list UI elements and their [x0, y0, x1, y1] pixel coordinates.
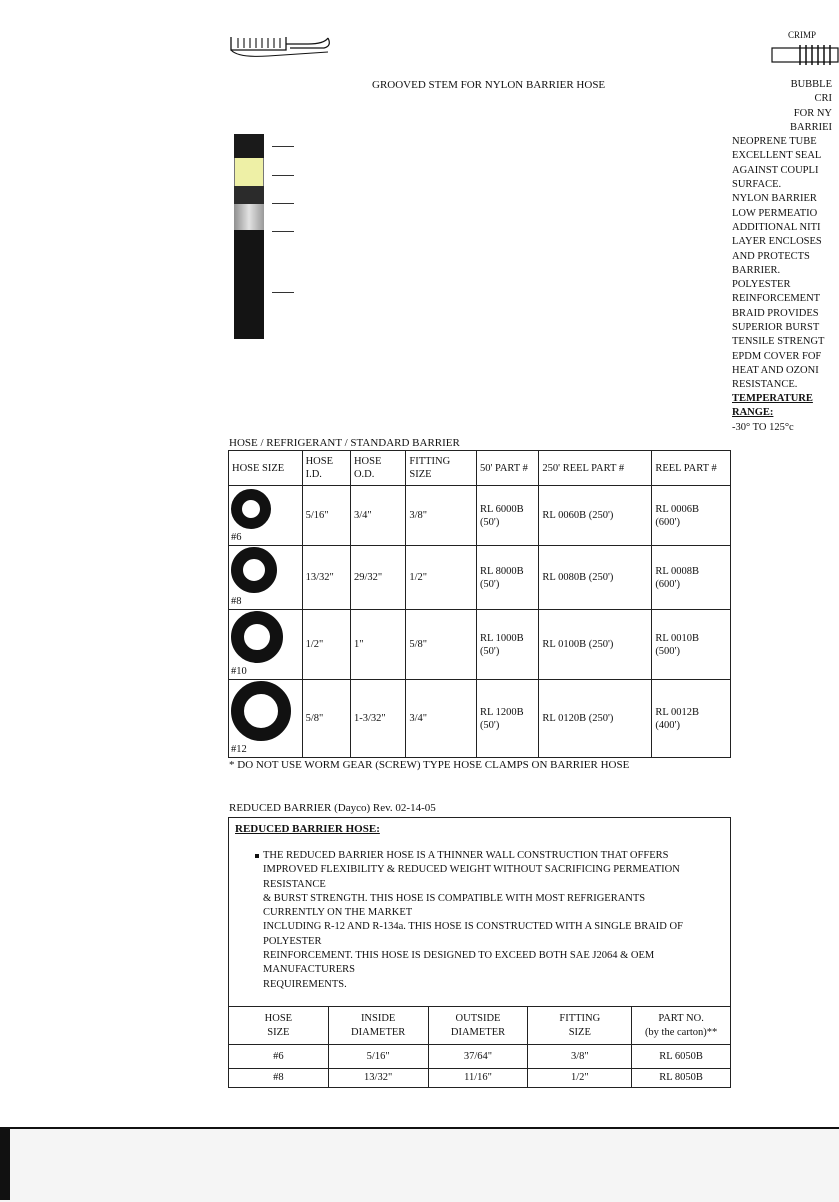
- part-number-cell: RL 6050B: [632, 1045, 731, 1069]
- hose-size-label: #12: [231, 744, 247, 755]
- inside-diameter-cell: 13/32": [328, 1069, 428, 1088]
- table-row: [229, 1045, 731, 1069]
- header-inside-diameter: INSIDE DIAMETER: [328, 1007, 428, 1045]
- hose-barrier-layer: [234, 186, 264, 204]
- table-header-row: [229, 451, 731, 486]
- part-50-cell: RL 1000B (50'): [476, 610, 538, 680]
- hose-size-cell: #6: [229, 1045, 329, 1069]
- header-hose-od: HOSE O.D.: [350, 451, 405, 486]
- fitting-size-cell: 1/2": [406, 546, 477, 610]
- bullet-icon: [255, 854, 259, 858]
- reel-part-cell: RL 0006B (600'): [652, 486, 731, 546]
- hose-tube-layer: [234, 134, 264, 158]
- description-line: SUPERIOR BURST: [732, 322, 820, 334]
- reel-part-cell: RL 0012B (400'): [652, 680, 731, 758]
- hose-id-cell: 5/8": [302, 680, 350, 758]
- reel-part-cell: RL 0010B (500'): [652, 610, 731, 680]
- description-line: RESISTANCE.: [732, 379, 798, 391]
- scan-edge-mark: [0, 1127, 10, 1200]
- header-fitting-size: FITTING SIZE: [528, 1007, 632, 1045]
- hose-cross-section-icon: [231, 547, 277, 593]
- hose-size-label: #8: [231, 596, 242, 607]
- fitting-size-cell: 5/8": [406, 610, 477, 680]
- description-line: POLYESTER: [732, 279, 791, 291]
- part-250-cell: RL 0100B (250'): [539, 610, 652, 680]
- description-line: LOW PERMEATIO: [732, 207, 818, 219]
- reduced-barrier-box: [228, 817, 731, 1007]
- header-hose-size: HOSE SIZE: [229, 451, 303, 486]
- hose-size-cell: [229, 610, 303, 680]
- fitting-size-cell: 3/8": [528, 1045, 632, 1069]
- hose-od-cell: 1-3/32": [350, 680, 405, 758]
- hose-od-cell: 29/32": [350, 546, 405, 610]
- inside-diameter-cell: 5/16": [328, 1045, 428, 1069]
- hose-cross-section-icon: [231, 489, 271, 529]
- hose-cross-section-icon: [231, 611, 283, 663]
- description-line: MANUFACTURERS: [263, 964, 355, 976]
- header-part-number: PART NO. (by the carton)**: [632, 1007, 731, 1045]
- leader-line: [272, 146, 294, 147]
- hose-cover-layer: [234, 230, 264, 339]
- description-line: POLYESTER: [263, 935, 322, 947]
- hose-size-label: #6: [231, 532, 242, 543]
- crimp-fitting-illustration: [770, 40, 839, 70]
- description-line: SURFACE.: [732, 179, 782, 191]
- part-250-cell: RL 0120B (250'): [539, 680, 652, 758]
- temperature-range: -30° TO 125°c: [732, 422, 794, 433]
- part-50-cell: RL 1200B (50'): [476, 680, 538, 758]
- description-line: CURRENTLY ON THE MARKET: [263, 907, 413, 919]
- table-row: [229, 1069, 731, 1088]
- hose-od-cell: 1": [350, 610, 405, 680]
- leader-line: [272, 231, 294, 232]
- description-line: AGAINST COUPLI: [732, 164, 819, 176]
- hose-cross-section-icon: [231, 681, 291, 741]
- scan-edge-band: [0, 1127, 839, 1202]
- part-50-cell: RL 8000B (50'): [476, 546, 538, 610]
- fitting-size-cell: 3/4": [406, 680, 477, 758]
- reel-part-cell: RL 0008B (600'): [652, 546, 731, 610]
- description-line: BARRIER.: [732, 264, 781, 276]
- header-250-reel-part: 250' REEL PART #: [539, 451, 652, 486]
- description-line: TENSILE STRENGT: [732, 336, 825, 348]
- description-line: FOR NY: [793, 107, 832, 119]
- description-line: BRAID PROVIDES: [732, 307, 819, 319]
- description-line: NEOPRENE TUBE: [732, 136, 817, 148]
- reduced-barrier-table: [228, 1006, 731, 1088]
- description-line: NYLON BARRIER: [732, 193, 817, 205]
- description-line: REQUIREMENTS.: [263, 978, 347, 990]
- header-hose-size: HOSE SIZE: [229, 1007, 329, 1045]
- description-line: EXCELLENT SEAL: [732, 150, 822, 162]
- description-line: ADDITIONAL NITI: [732, 221, 821, 233]
- leader-line: [272, 175, 294, 176]
- temperature-heading: [732, 392, 813, 421]
- table-row: [229, 610, 731, 680]
- description-line: BARRIEI: [790, 121, 832, 133]
- hose-size-cell: #8: [229, 1069, 329, 1088]
- description-line: RESISTANCE: [263, 878, 326, 890]
- description-line: LAYER ENCLOSES: [732, 236, 822, 248]
- description-line: CRI: [814, 93, 832, 105]
- outside-diameter-cell: 11/16": [428, 1069, 528, 1088]
- hose-layers-illustration: [234, 134, 264, 339]
- header-fitting-size: FITTING SIZE: [406, 451, 477, 486]
- hose-braid-layer: [234, 204, 264, 230]
- description-line: IMPROVED FLEXIBILITY & REDUCED WEIGHT WITHOUT SACRIFICING PERMEATION: [263, 864, 680, 876]
- leader-line: [272, 203, 294, 204]
- outside-diameter-cell: 37/64": [428, 1045, 528, 1069]
- temperature-heading-line-1: TEMPERATURE: [732, 393, 813, 404]
- description-line: & BURST STRENGTH. THIS HOSE IS COMPATIBLE WITH MOST REFRIGERANTS: [263, 892, 646, 904]
- hose-size-cell: [229, 486, 303, 546]
- reduced-barrier-description: [263, 849, 728, 992]
- description-line: INCLUDING R-12 AND R-134a. THIS HOSE IS CONSTRUCTED WITH A SINGLE BRAID OF: [263, 921, 683, 933]
- description-line: REINFORCEMENT. THIS HOSE IS DESIGNED TO EXCEED BOTH SAE J2064 & OEM: [263, 950, 655, 962]
- description-line: AND PROTECTS: [732, 250, 810, 262]
- hose-size-cell: [229, 546, 303, 610]
- hose-size-cell: [229, 680, 303, 758]
- reduced-barrier-caption: REDUCED BARRIER (Dayco) Rev. 02-14-05: [229, 802, 436, 814]
- grooved-stem-illustration: [228, 34, 338, 62]
- part-250-cell: RL 0060B (250'): [539, 486, 652, 546]
- description-line: THE REDUCED BARRIER HOSE IS A THINNER WALL CONSTRUCTION THAT OFFERS: [263, 850, 669, 861]
- header-reel-part: REEL PART #: [652, 451, 731, 486]
- stem-title: GROOVED STEM FOR NYLON BARRIER HOSE: [372, 79, 606, 91]
- description-line: HEAT AND OZONI: [732, 364, 819, 376]
- description-line: BUBBLE: [790, 79, 832, 90]
- leader-line: [272, 292, 294, 293]
- table1-caption: HOSE / REFRIGERANT / STANDARD BARRIER: [229, 437, 460, 449]
- header-50-part: 50' PART #: [476, 451, 538, 486]
- hose-id-cell: 1/2": [302, 610, 350, 680]
- table-header-row: [229, 1007, 731, 1045]
- hose-id-cell: 5/16": [302, 486, 350, 546]
- part-50-cell: RL 6000B (50'): [476, 486, 538, 546]
- header-hose-id: HOSE I.D.: [302, 451, 350, 486]
- part-250-cell: RL 0080B (250'): [539, 546, 652, 610]
- barrier-description-column: [732, 78, 839, 393]
- temperature-heading-line-2: RANGE:: [732, 407, 774, 419]
- table-row: [229, 680, 731, 758]
- hose-id-cell: 13/32": [302, 546, 350, 610]
- header-outside-diameter: OUTSIDE DIAMETER: [428, 1007, 528, 1045]
- crimp-label-fragment: CRIMP: [788, 30, 817, 40]
- fitting-size-cell: 1/2": [528, 1069, 632, 1088]
- fitting-size-cell: 3/8": [406, 486, 477, 546]
- table-row: [229, 486, 731, 546]
- part-number-cell: RL 8050B: [632, 1069, 731, 1088]
- table-row: [229, 546, 731, 610]
- reduced-barrier-heading: REDUCED BARRIER HOSE:: [235, 823, 380, 835]
- standard-barrier-table: [228, 450, 731, 758]
- description-line: REINFORCEMENT: [732, 293, 821, 305]
- table1-note: * DO NOT USE WORM GEAR (SCREW) TYPE HOSE CLAMPS ON BARRIER HOSE: [229, 759, 630, 771]
- hose-yellow-layer: [234, 158, 264, 186]
- hose-od-cell: 3/4": [350, 486, 405, 546]
- description-line: EPDM COVER FOF: [732, 350, 822, 362]
- hose-size-label: #10: [231, 666, 247, 677]
